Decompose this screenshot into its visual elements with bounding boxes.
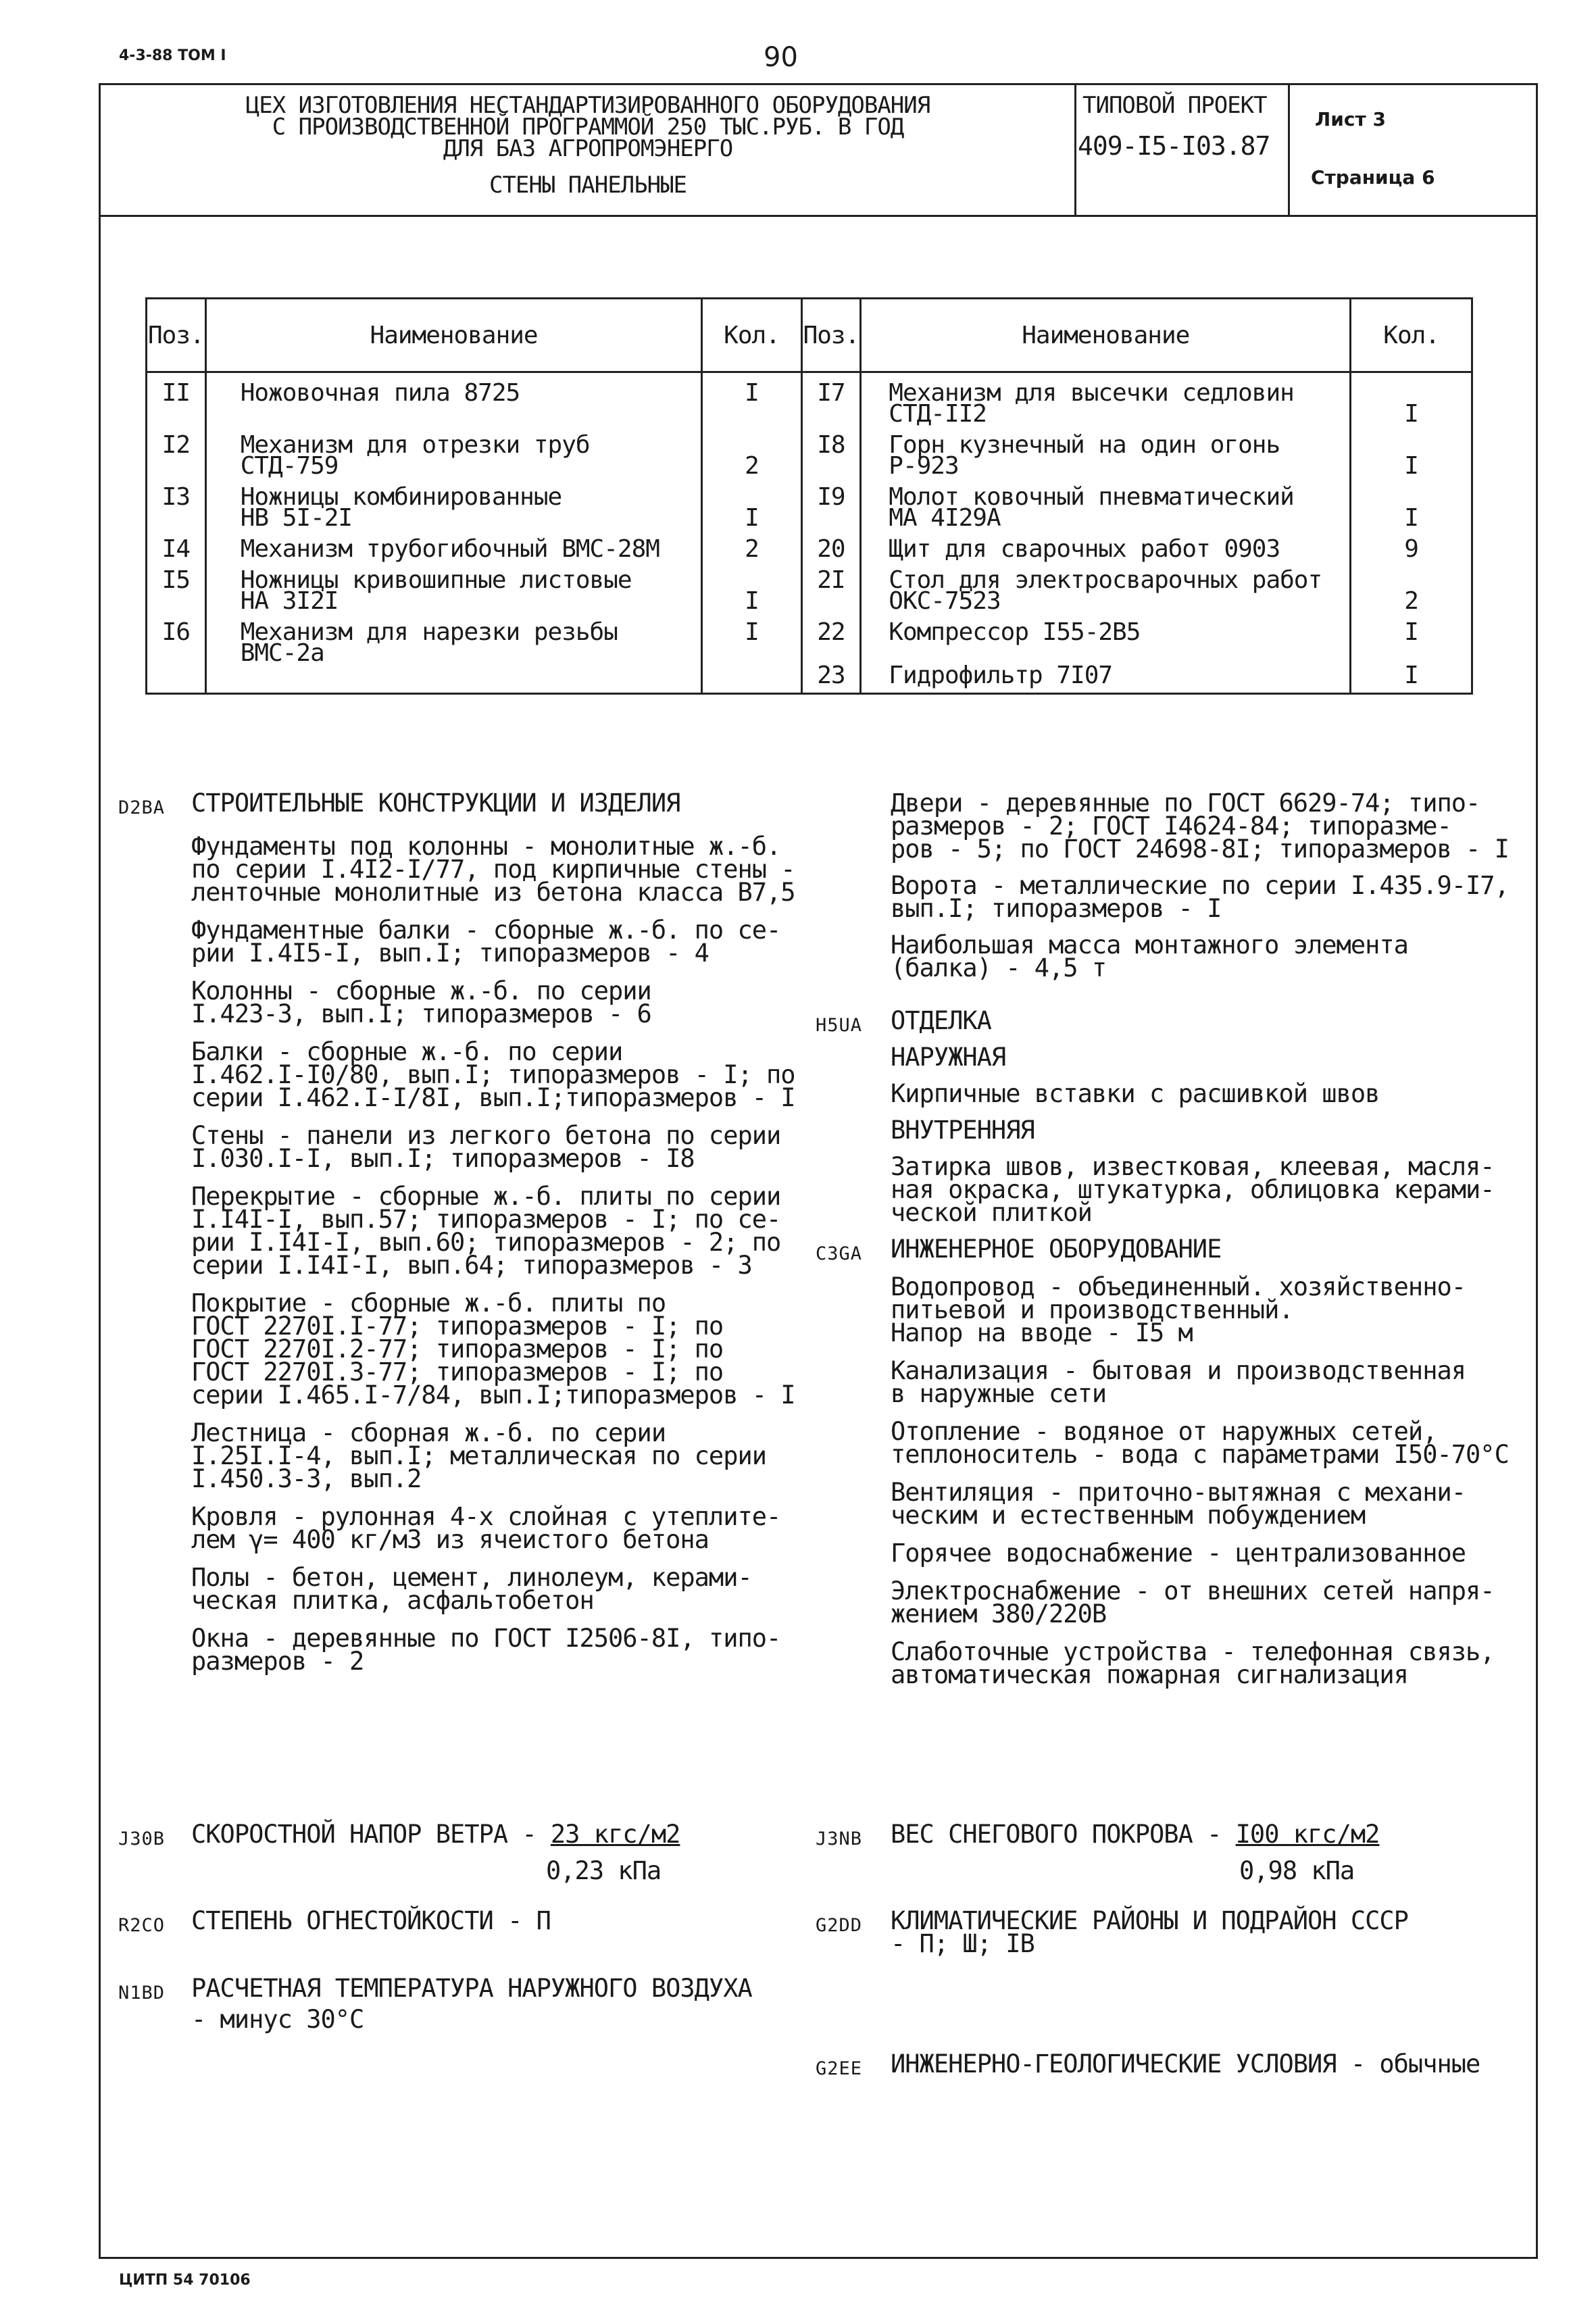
sheet-label: Лист 3 xyxy=(1315,108,1386,130)
climate-regions: КЛИМАТИЧЕСКИЕ РАЙОНЫ И ПОДРАЙОН СССР - П; Ш; IВ xyxy=(891,1906,1408,1958)
equipment-table xyxy=(145,297,1473,695)
snow-code: J3NB xyxy=(816,1828,863,1849)
title-block-vline-2 xyxy=(1288,83,1290,215)
header-pos: Поз. xyxy=(801,299,861,372)
wind-value-kpa: 0,23 кПа xyxy=(546,1856,662,1885)
project-number: 409-I5-I03.87 xyxy=(1078,131,1270,161)
qty-cell: I xyxy=(1351,372,1472,426)
name-cell: Щит для сварочных работ 0903 xyxy=(861,529,1351,560)
paragraph: Покрытие - сборные ж.-б. плиты по ГОСТ 2270I.I-77; типоразмеров - I; по ГОСТ 2270I.2-77; типоразмеров - I; по ГОСТ 2270I.3-77; типоразмеров - I; по серии I.465.I-7/84, вып.I;типоразмеров - I xyxy=(191,1289,795,1410)
name-cell: Горн кузнечный на один огонь Р-923 xyxy=(861,425,1351,477)
paragraph: Водопровод - объединенный. хозяйственно- питьевой и производственный. Напор на вводе - I5 м xyxy=(891,1272,1466,1347)
pos-cell: I6 xyxy=(147,612,206,664)
finish-text xyxy=(891,1006,1519,1227)
name-cell: Механизм для отрезки труб СТД-759 xyxy=(205,425,702,477)
name-cell: Механизм для нарезки резьбы ВМС-2а xyxy=(205,612,702,664)
section-heading-construction: СТРОИТЕЛЬНЫЕ КОНСТРУКЦИИ И ИЗДЕЛИЯ xyxy=(191,789,680,818)
paragraph: Стены - панели из легкого бетона по серии I.030.I-I, вып.I; типоразмеров - I8 xyxy=(191,1121,781,1173)
finish-inner-label: ВНУТРЕННЯЯ xyxy=(891,1116,1034,1145)
snow-label: ВЕС СНЕГОВОГО ПОКРОВА - xyxy=(891,1820,1222,1849)
page-number: 90 xyxy=(764,42,798,73)
finish-outer-text: Кирпичные вставки с расшивкой швов xyxy=(891,1079,1380,1108)
qty-cell: 2 xyxy=(1351,560,1472,612)
qty-cell: I xyxy=(1351,425,1472,477)
qty-cell: 2 xyxy=(702,425,801,477)
paragraph: Окна - деревянные по ГОСТ I2506-8I, типо- размеров - 2 xyxy=(191,1624,781,1676)
table-row xyxy=(147,612,1472,664)
pos-cell: II xyxy=(147,372,206,426)
paragraph: Слаботочные устройства - телефонная связь, автоматическая пожарная сигнализация xyxy=(891,1637,1495,1689)
pos-cell: 22 xyxy=(801,612,861,664)
project-label: ТИПОВОЙ ПРОЕКТ xyxy=(1082,92,1267,119)
climate-code: G2DD xyxy=(816,1915,863,1936)
qty-cell: I xyxy=(702,477,801,529)
qty-cell xyxy=(702,664,801,694)
paragraph: Полы - бетон, цемент, линолеум, керами- ческая плитка, асфальтобетон xyxy=(191,1563,752,1615)
qty-cell: I xyxy=(1351,664,1472,694)
paragraph: Двери - деревянные по ГОСТ 6629-74; типо- размеров - 2; ГОСТ I4624-84; типоразме- ров - 5; по ГОСТ 24698-8I; типоразмеров - I xyxy=(891,789,1509,864)
name-cell: Гидрофильтр 7I07 xyxy=(861,664,1351,694)
paragraph: Вентиляция - приточно-вытяжная с механи- ческим и естественным побуждением xyxy=(891,1478,1466,1530)
finish-outer-label: НАРУЖНАЯ xyxy=(891,1043,1006,1072)
page-corner-label: 4-3-88 ТОМ I xyxy=(119,47,226,64)
paragraph: Наибольшая масса монтажного элемента (балка) - 4,5 т xyxy=(891,930,1408,982)
geology-conditions: ИНЖЕНЕРНО-ГЕОЛОГИЧЕСКИЕ УСЛОВИЯ - обычные xyxy=(891,2049,1480,2078)
engineering-text xyxy=(891,1235,1519,1689)
temp-code: N1BD xyxy=(118,1983,166,2003)
name-cell: Компрессор I55-2В5 xyxy=(861,612,1351,664)
header-pos: Поз. xyxy=(147,299,206,372)
pos-cell: I2 xyxy=(147,425,206,477)
qty-cell: I xyxy=(702,372,801,426)
footer-stamp: ЦИТП 54 70106 xyxy=(119,2272,251,2289)
finish-inner-text: Затирка швов, известковая, клеевая, масля- ная окраска, штукатурка, облицовка керами- ческой плиткой xyxy=(891,1152,1495,1227)
name-cell: Ножницы кривошипные листовые НА 3I2I xyxy=(205,560,702,612)
right-top-text xyxy=(891,789,1519,982)
snow-value: I00 кгс/м2 xyxy=(1235,1820,1380,1849)
table-row xyxy=(147,425,1472,477)
snow-value-kpa: 0,98 кПа xyxy=(1239,1856,1355,1885)
title-subtitle: СТЕНЫ ПАНЕЛЬНЫЕ xyxy=(489,172,687,199)
title-block-divider xyxy=(99,215,1538,217)
pos-cell: I5 xyxy=(147,560,206,612)
header-qty: Кол. xyxy=(702,299,801,372)
fire-code: R2CO xyxy=(118,1915,166,1936)
geo-code: G2EE xyxy=(816,2058,863,2079)
name-cell: Ножницы комбинированные НВ 5I-2I xyxy=(205,477,702,529)
paragraph: Ворота - металлические по серии I.435.9-I7, вып.I; типоразмеров - I xyxy=(891,871,1509,923)
table-row xyxy=(147,529,1472,560)
title-block-vline-1 xyxy=(1074,83,1076,215)
qty-cell: I xyxy=(1351,477,1472,529)
title-line: ЦЕХ ИЗГОТОВЛЕНИЯ НЕСТАНДАРТИЗИРОВАННОГО ОБОРУДОВАНИЯ xyxy=(245,92,930,119)
name-cell: Механизм трубогибочный ВМС-28М xyxy=(205,529,702,560)
wind-code: J30B xyxy=(118,1828,166,1849)
paragraph: Электроснабжение - от внешних сетей напря- жением 380/220В xyxy=(891,1576,1495,1628)
table-row xyxy=(147,664,1472,694)
page-label: Страница 6 xyxy=(1311,166,1435,189)
paragraph: Колонны - сборные ж.-б. по серии I.423-3, вып.I; типоразмеров - 6 xyxy=(191,976,651,1028)
title-line: ДЛЯ БАЗ АГРОПРОМЭНЕРГО xyxy=(443,135,733,162)
section-heading-finish: ОТДЕЛКА xyxy=(891,1006,991,1035)
header-qty: Кол. xyxy=(1351,299,1472,372)
qty-cell: I xyxy=(702,560,801,612)
pos-cell: 20 xyxy=(801,529,861,560)
qty-cell: 2 xyxy=(702,529,801,560)
snow-load xyxy=(891,1820,1380,1849)
pos-cell: 23 xyxy=(801,664,861,694)
pos-cell: I3 xyxy=(147,477,206,529)
fire-resistance: СТЕПЕНЬ ОГНЕСТОЙКОСТИ - П xyxy=(191,1906,551,1935)
section-heading-engineering: ИНЖЕНЕРНОЕ ОБОРУДОВАНИЕ xyxy=(891,1235,1222,1264)
pos-cell xyxy=(147,664,206,694)
header-name: Наименование xyxy=(205,299,702,372)
paragraph: Отопление - водяное от наружных сетей, теплоноситель - вода с параметрами I50-70°С xyxy=(891,1417,1509,1469)
qty-cell: I xyxy=(702,612,801,664)
pos-cell: I4 xyxy=(147,529,206,560)
name-cell xyxy=(205,664,702,694)
construction-text xyxy=(191,832,799,1676)
paragraph: Горячее водоснабжение - централизованное xyxy=(891,1539,1466,1568)
wind-label: СКОРОСТНОЙ НАПОР ВЕТРА - xyxy=(191,1820,537,1849)
paragraph: Канализация - бытовая и производственная в наружные сети xyxy=(891,1356,1466,1408)
name-cell: Механизм для высечки седловин СТД-II2 xyxy=(861,372,1351,426)
table-row xyxy=(147,560,1472,612)
name-cell: Молот ковочный пневматический МА 4I29А xyxy=(861,477,1351,529)
name-cell: Стол для электросварочных работ ОКС-7523 xyxy=(861,560,1351,612)
section-code: C3GA xyxy=(816,1243,863,1264)
pos-cell: I7 xyxy=(801,372,861,426)
section-code: H5UA xyxy=(816,1015,863,1036)
design-temperature: РАСЧЕТНАЯ ТЕМПЕРАТУРА НАРУЖНОГО ВОЗДУХА - минус 30°С xyxy=(191,1974,752,2034)
wind-load xyxy=(191,1820,680,1849)
paragraph: Фундаменты под колонны - монолитные ж.-б. по серии I.4I2-I/77, под кирпичные стены - ленточные монолитные из бетона класса В7,5 xyxy=(191,832,795,907)
table-row xyxy=(147,372,1472,426)
title-block-title xyxy=(101,92,1074,199)
header-name: Наименование xyxy=(861,299,1351,372)
pos-cell: 2I xyxy=(801,560,861,612)
section-code: D2BA xyxy=(118,797,166,818)
paragraph: Балки - сборные ж.-б. по серии I.462.I-I0/80, вып.I; типоразмеров - I; по серии I.462.I-I/8I, вып.I;типоразмеров - I xyxy=(191,1037,795,1112)
pos-cell: I9 xyxy=(801,477,861,529)
paragraph: Перекрытие - сборные ж.-б. плиты по серии I.I4I-I, вып.57; типоразмеров - I; по се- рии I.I4I-I, вып.60; типоразмеров - 2; по серии I.I4I-I, вып.64; типоразмеров - 3 xyxy=(191,1182,781,1280)
title-line: С ПРОИЗВОДСТВЕННОЙ ПРОГРАММОЙ 250 ТЫС.РУБ. В ГОД xyxy=(272,114,904,141)
pos-cell: I8 xyxy=(801,425,861,477)
qty-cell: 9 xyxy=(1351,529,1472,560)
table-row xyxy=(147,477,1472,529)
wind-value: 23 кгс/м2 xyxy=(550,1820,680,1849)
paragraph: Лестница - сборная ж.-б. по серии I.25I.I-4, вып.I; металлическая по серии I.450.3-3, вып.2 xyxy=(191,1418,767,1493)
name-cell: Ножовочная пила 8725 xyxy=(205,372,702,426)
qty-cell: I xyxy=(1351,612,1472,664)
paragraph: Фундаментные балки - сборные ж.-б. по се- рии I.4I5-I, вып.I; типоразмеров - 4 xyxy=(191,916,781,968)
paragraph: Кровля - рулонная 4-х слойная с утеплите- лем γ= 400 кг/м3 из ячеистого бетона xyxy=(191,1502,781,1554)
table-header-row xyxy=(147,299,1472,372)
